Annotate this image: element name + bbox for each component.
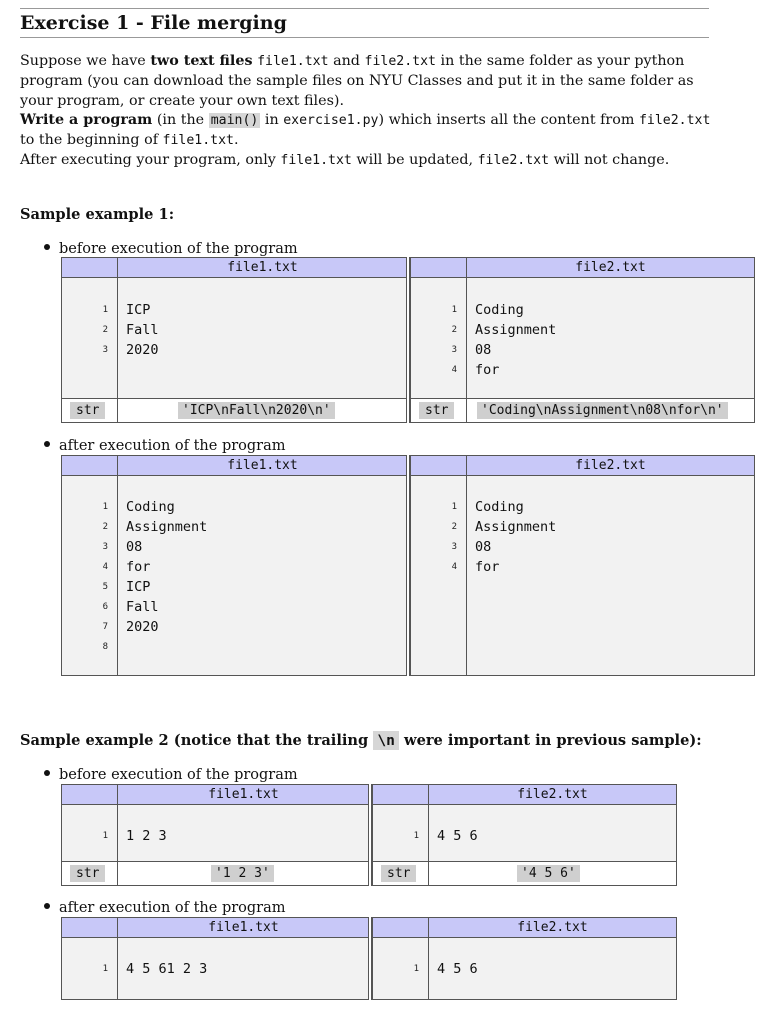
- sample2-after-bullet: [44, 900, 286, 916]
- file-name: file1.txt: [208, 920, 279, 935]
- sample1-after-file1-panel: [61, 455, 408, 676]
- intro-bold: two text files: [150, 53, 253, 69]
- code-file2: file2.txt: [477, 152, 550, 168]
- sample1-after-file2-panel: [410, 455, 755, 676]
- intro-text-part: .: [234, 132, 239, 149]
- string-value: '1 2 3': [211, 865, 274, 882]
- gutter-line: [117, 862, 118, 885]
- code-main: main(): [210, 113, 259, 129]
- line-number: 1: [102, 305, 108, 315]
- intro-text-part: will not change.: [549, 151, 670, 168]
- sample2-after-file1-panel: [61, 917, 370, 1000]
- file-line: 4 5 6: [437, 828, 478, 844]
- str-tag: str: [70, 402, 105, 419]
- file-line: 08: [126, 539, 143, 555]
- gutter-line: [428, 862, 429, 885]
- file-line: Assignment: [475, 519, 557, 535]
- intro-text-part: After executing your program, only: [20, 151, 281, 168]
- gutter-line: [466, 456, 467, 675]
- string-value: 'ICP\nFall\n2020\n': [178, 402, 335, 419]
- code-file2: file2.txt: [364, 54, 436, 69]
- code-file2: file2.txt: [638, 113, 711, 129]
- intro-text: [20, 52, 712, 171]
- line-number: 2: [451, 522, 457, 532]
- str-tag: str: [70, 865, 105, 882]
- file-line: ICP: [126, 302, 151, 318]
- line-number: 1: [102, 831, 108, 841]
- gutter-line: [117, 456, 118, 675]
- file-line: 4 5 6: [437, 961, 478, 977]
- file-name: file2.txt: [517, 920, 588, 935]
- line-number: 8: [102, 642, 108, 652]
- str-tag: str: [419, 402, 454, 419]
- intro-bold: Write a program: [20, 112, 153, 129]
- file-line: Coding: [475, 302, 524, 318]
- line-number: 1: [102, 502, 108, 512]
- gutter-line: [117, 399, 118, 422]
- file-line: for: [475, 559, 500, 575]
- bullet-text: before execution of the program: [59, 767, 298, 783]
- code-exercise: exercise1.py: [283, 113, 379, 129]
- file-line: 08: [475, 342, 492, 358]
- code-file1: file1.txt: [280, 152, 352, 168]
- line-number: 1: [413, 831, 419, 841]
- bullet-dot: [44, 244, 50, 250]
- file-line: 1 2 3: [126, 828, 167, 844]
- code-file1: file1.txt: [257, 54, 329, 69]
- file-name: file1.txt: [208, 787, 279, 802]
- sample1-before-file1-panel: [61, 257, 408, 423]
- line-number: 1: [451, 305, 457, 315]
- line-number: 4: [451, 365, 457, 375]
- string-row: [373, 861, 676, 885]
- file-line: Fall: [126, 599, 159, 615]
- sample2-after-file2-panel: [372, 917, 677, 1000]
- file-line: ICP: [126, 579, 151, 595]
- sample2-before-bullet: [44, 767, 298, 783]
- line-number: 3: [451, 345, 457, 355]
- title-rule: [20, 37, 709, 38]
- bullet-text: before execution of the program: [59, 241, 298, 257]
- top-rule: [20, 8, 709, 9]
- bullet-dot: [44, 903, 50, 909]
- code-newline: \n: [373, 731, 399, 750]
- line-number: 2: [102, 522, 108, 532]
- line-number: 7: [102, 622, 108, 632]
- intro-text-part: (in the: [152, 112, 209, 129]
- file-name: file2.txt: [517, 787, 588, 802]
- sample1-before-file2-panel: [410, 257, 755, 423]
- line-number: 1: [451, 502, 457, 512]
- bullet-dot: [44, 441, 50, 447]
- intro-text-part: and: [328, 53, 365, 69]
- intro-text-part: Suppose we have: [20, 53, 151, 69]
- line-number: 5: [102, 582, 108, 592]
- heading-text: Sample example 2 (notice that the trailing: [20, 732, 374, 749]
- string-value: '4 5 6': [517, 865, 580, 882]
- file-name: file2.txt: [575, 260, 646, 275]
- page-title: Exercise 1 - File merging: [20, 12, 287, 34]
- intro-text-part: will be updated,: [351, 151, 478, 168]
- intro-text-part: in the same folder as your python program (you can download the sample files on NYU Classes and put it in the same folder as your program, or create your own text files).: [20, 53, 694, 109]
- sample2-before-file2-panel: [372, 784, 677, 886]
- file-line: Coding: [475, 499, 524, 515]
- bullet-text: after execution of the program: [59, 900, 286, 916]
- file-name: file1.txt: [227, 458, 298, 473]
- file-line: 2020: [126, 342, 159, 358]
- string-row: [411, 398, 754, 422]
- line-number: 4: [102, 562, 108, 572]
- intro-text-part: to the beginning of: [20, 132, 163, 149]
- sample2-heading: [20, 732, 702, 749]
- intro-text-part: in: [260, 112, 284, 129]
- line-number: 6: [102, 602, 108, 612]
- line-number: 1: [102, 964, 108, 974]
- file-name: file2.txt: [575, 458, 646, 473]
- line-number: 3: [451, 542, 457, 552]
- file-line: 2020: [126, 619, 159, 635]
- file-line: 08: [475, 539, 492, 555]
- sample1-heading: Sample example 1:: [20, 206, 175, 223]
- file-name: file1.txt: [227, 260, 298, 275]
- heading-text: were important in previous sample):: [398, 732, 702, 749]
- line-number: 3: [102, 542, 108, 552]
- file-line: Fall: [126, 322, 159, 338]
- sample2-before-file1-panel: [61, 784, 370, 886]
- string-row: [62, 861, 369, 885]
- line-number: 4: [451, 562, 457, 572]
- line-number: 2: [102, 325, 108, 335]
- file-line: for: [126, 559, 151, 575]
- str-tag: str: [381, 865, 416, 882]
- string-value: 'Coding\nAssignment\n08\nfor\n': [477, 402, 728, 419]
- sample1-after-bullet: [44, 438, 286, 454]
- string-row: [62, 398, 407, 422]
- line-number: 2: [451, 325, 457, 335]
- line-number: 1: [413, 964, 419, 974]
- intro-text-part: ) which inserts all the content from: [378, 112, 639, 129]
- gutter-line: [466, 399, 467, 422]
- file-line: Coding: [126, 499, 175, 515]
- bullet-dot: [44, 770, 50, 776]
- file-line: Assignment: [126, 519, 208, 535]
- file-line: for: [475, 362, 500, 378]
- file-line: 4 5 61 2 3: [126, 961, 208, 977]
- line-number: 3: [102, 345, 108, 355]
- code-file1: file1.txt: [162, 133, 234, 149]
- file-line: Assignment: [475, 322, 557, 338]
- sample1-before-bullet: [44, 241, 298, 257]
- bullet-text: after execution of the program: [59, 438, 286, 454]
